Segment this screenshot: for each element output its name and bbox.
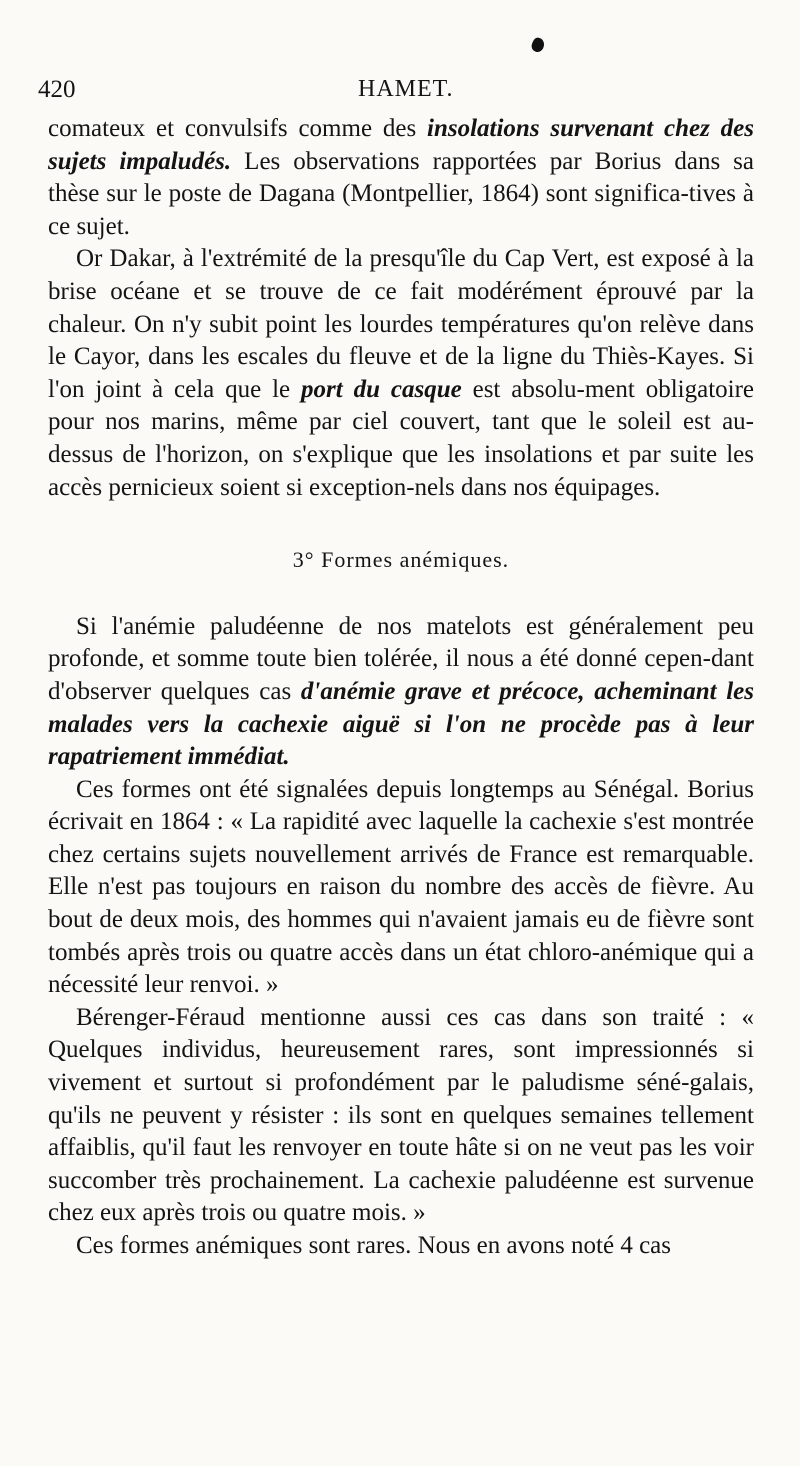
page-body — [48, 113, 754, 1263]
section-heading: 3° Formes anémiques. — [292, 547, 510, 573]
text-run: comateux et convulsifs comme des — [48, 115, 428, 142]
text-run: Si l'anémie paludéenne de nos matelots est généralement peu profonde, et somme toute bien tolérée, il nous a été donné cepen-dant d'observer quelques cas — [48, 612, 754, 705]
text-run: Ces formes anémiques sont rares. Nous en avons noté 4 cas — [76, 1232, 671, 1259]
italic-run: port du casque — [301, 375, 462, 403]
paragraph — [48, 243, 754, 504]
ink-blot-mark — [530, 36, 547, 54]
page-header — [38, 72, 760, 108]
paragraph — [48, 1002, 754, 1230]
text-run: Or Dakar, à l'extrémité de la presqu'île du Cap Vert, est exposé à la brise océane et se trouve de ce fait modérément éprouvé par la chaleur. On n'y subit point les lourdes températures qu'on relève dans le Cayor, dans les escales du fleuve et de la ligne du Thiès-Kayes. Si l'on joint à cela que le — [48, 245, 754, 403]
paragraph — [48, 611, 754, 774]
italic-run: insolations survenant chez des sujets impaludés. — [48, 115, 754, 175]
paragraph — [48, 113, 754, 243]
running-head: HAMET. — [358, 76, 454, 102]
text-run: Ces formes ont été signalées depuis longtemps au Sénégal. Borius écrivait en 1864 : « La rapidité avec laquelle la cachexie s'est montrée chez certains sujets nouvellement arrivés de France est remarquable. Elle n'est pas toujours en raison du nombre des accès de fièvre. Au bout de deux mois, des hommes qui n'avaient jamais eu de fièvre sont tombés après trois ou quatre accès dans un état chloro-anémique qui a nécessité leur renvoi. » — [48, 775, 754, 999]
text-run: est absolu-ment obligatoire pour nos marins, même par ciel couvert, tant que le soleil est au-dessus de l'horizon, on s'explique que les insolations et par suite les accès pernicieux soient si exception-nels dans nos équipages. — [48, 375, 755, 501]
paragraph — [48, 774, 754, 1002]
paragraph — [48, 1230, 754, 1263]
italic-run: d'anémie grave et précoce, acheminant les malades vers la cachexie aiguë si l'on ne procède pas à leur rapatriement immédiat. — [48, 677, 754, 771]
page-number: 420 — [38, 76, 76, 103]
text-run: Les observations rapportées par Borius dans sa thèse sur le poste de Dagana (Montpellier, 1864) sont significa-tives à ce sujet. — [48, 147, 754, 240]
text-run: Bérenger-Féraud mentionne aussi ces cas dans son traité : « Quelques individus, heureusement rares, sont impressionnés si vivement et surtout si profondément par le paludisme séné-galais, qu'ils ne peuvent y résister : ils sont en quelques semaines tellement affaiblis, qu'il faut les renvoyer en toute hâte si on ne veut pas les voir succomber très prochainement. La cachexie paludéenne est survenue chez eux après trois ou quatre mois. » — [48, 1003, 754, 1227]
